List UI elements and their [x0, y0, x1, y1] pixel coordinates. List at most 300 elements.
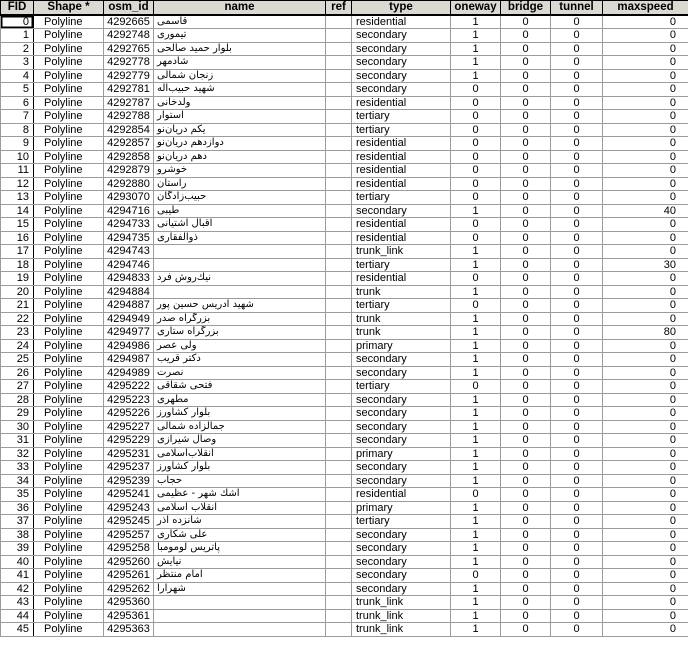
- name-cell[interactable]: استوار: [154, 110, 326, 124]
- name-cell[interactable]: زنجان شمالى: [154, 69, 326, 83]
- osm-id-cell[interactable]: 4294716: [104, 204, 154, 218]
- record-selector-cell[interactable]: 34: [1, 474, 34, 488]
- name-cell[interactable]: ولدخانى: [154, 96, 326, 110]
- maxspeed-cell[interactable]: 80: [603, 326, 688, 340]
- type-cell[interactable]: trunk_link: [352, 623, 451, 637]
- tunnel-cell[interactable]: 0: [551, 231, 603, 245]
- record-selector-cell[interactable]: 2: [1, 42, 34, 56]
- tunnel-cell[interactable]: 0: [551, 42, 603, 56]
- maxspeed-cell[interactable]: 0: [603, 299, 688, 313]
- oneway-cell[interactable]: 1: [451, 312, 501, 326]
- tunnel-cell[interactable]: 0: [551, 569, 603, 583]
- shape-cell[interactable]: Polyline: [34, 353, 104, 367]
- osm-id-cell[interactable]: 4295262: [104, 582, 154, 596]
- osm-id-cell[interactable]: 4292748: [104, 29, 154, 43]
- table-row[interactable]: [1, 447, 688, 461]
- record-selector-cell[interactable]: 20: [1, 285, 34, 299]
- shape-cell[interactable]: Polyline: [34, 164, 104, 178]
- osm-id-cell[interactable]: 4294884: [104, 285, 154, 299]
- type-cell[interactable]: secondary: [352, 366, 451, 380]
- record-selector-cell[interactable]: 43: [1, 596, 34, 610]
- type-cell[interactable]: secondary: [352, 542, 451, 556]
- maxspeed-cell[interactable]: 0: [603, 272, 688, 286]
- ref-cell[interactable]: [326, 528, 352, 542]
- table-row[interactable]: [1, 501, 688, 515]
- name-cell[interactable]: ذوالفقارى: [154, 231, 326, 245]
- record-selector-cell[interactable]: 36: [1, 501, 34, 515]
- name-cell[interactable]: [154, 623, 326, 637]
- oneway-cell[interactable]: 1: [451, 434, 501, 448]
- record-selector-cell[interactable]: 41: [1, 569, 34, 583]
- name-cell[interactable]: بلوار حميد صالحى: [154, 42, 326, 56]
- table-row[interactable]: [1, 474, 688, 488]
- maxspeed-cell[interactable]: 0: [603, 393, 688, 407]
- table-row[interactable]: [1, 110, 688, 124]
- oneway-cell[interactable]: 1: [451, 515, 501, 529]
- osm-id-cell[interactable]: 4294949: [104, 312, 154, 326]
- osm-id-cell[interactable]: 4295245: [104, 515, 154, 529]
- maxspeed-cell[interactable]: 0: [603, 245, 688, 259]
- osm-id-cell[interactable]: 4295237: [104, 461, 154, 475]
- table-row[interactable]: [1, 582, 688, 596]
- type-cell[interactable]: tertiary: [352, 258, 451, 272]
- table-row[interactable]: [1, 609, 688, 623]
- record-selector-cell[interactable]: 1: [1, 29, 34, 43]
- oneway-cell[interactable]: 1: [451, 393, 501, 407]
- shape-cell[interactable]: Polyline: [34, 299, 104, 313]
- ref-cell[interactable]: [326, 474, 352, 488]
- maxspeed-cell[interactable]: 0: [603, 137, 688, 151]
- type-cell[interactable]: residential: [352, 231, 451, 245]
- name-cell[interactable]: اشك شهر - عظيمى: [154, 488, 326, 502]
- ref-cell[interactable]: [326, 56, 352, 70]
- shape-cell[interactable]: Polyline: [34, 447, 104, 461]
- ref-cell[interactable]: [326, 218, 352, 232]
- maxspeed-cell[interactable]: 0: [603, 15, 688, 29]
- tunnel-cell[interactable]: 0: [551, 177, 603, 191]
- ref-cell[interactable]: [326, 96, 352, 110]
- record-selector-cell[interactable]: 22: [1, 312, 34, 326]
- tunnel-cell[interactable]: 0: [551, 299, 603, 313]
- tunnel-cell[interactable]: 0: [551, 366, 603, 380]
- bridge-cell[interactable]: 0: [501, 312, 551, 326]
- type-cell[interactable]: tertiary: [352, 515, 451, 529]
- ref-cell[interactable]: [326, 137, 352, 151]
- name-cell[interactable]: فتحى شقاقى: [154, 380, 326, 394]
- osm-id-cell[interactable]: 4295229: [104, 434, 154, 448]
- table-row[interactable]: [1, 245, 688, 259]
- table-row[interactable]: [1, 596, 688, 610]
- name-cell[interactable]: دهم دريان‌نو: [154, 150, 326, 164]
- shape-cell[interactable]: Polyline: [34, 69, 104, 83]
- bridge-cell[interactable]: 0: [501, 474, 551, 488]
- name-cell[interactable]: [154, 285, 326, 299]
- table-row[interactable]: [1, 15, 688, 29]
- table-row[interactable]: [1, 258, 688, 272]
- name-cell[interactable]: مطهرى: [154, 393, 326, 407]
- tunnel-cell[interactable]: 0: [551, 285, 603, 299]
- oneway-cell[interactable]: 1: [451, 353, 501, 367]
- oneway-cell[interactable]: 1: [451, 245, 501, 259]
- tunnel-cell[interactable]: 0: [551, 164, 603, 178]
- oneway-cell[interactable]: 1: [451, 596, 501, 610]
- record-selector-cell[interactable]: 10: [1, 150, 34, 164]
- ref-cell[interactable]: [326, 164, 352, 178]
- bridge-cell[interactable]: 0: [501, 501, 551, 515]
- name-cell[interactable]: وصال شيرازى: [154, 434, 326, 448]
- oneway-cell[interactable]: 0: [451, 218, 501, 232]
- type-cell[interactable]: secondary: [352, 56, 451, 70]
- type-cell[interactable]: secondary: [352, 69, 451, 83]
- maxspeed-cell[interactable]: 0: [603, 353, 688, 367]
- shape-cell[interactable]: Polyline: [34, 191, 104, 205]
- tunnel-cell[interactable]: 0: [551, 96, 603, 110]
- type-cell[interactable]: secondary: [352, 204, 451, 218]
- type-cell[interactable]: secondary: [352, 29, 451, 43]
- name-cell[interactable]: حبيب‌زادگان: [154, 191, 326, 205]
- tunnel-cell[interactable]: 0: [551, 393, 603, 407]
- ref-cell[interactable]: [326, 582, 352, 596]
- shape-cell[interactable]: Polyline: [34, 596, 104, 610]
- type-cell[interactable]: secondary: [352, 353, 451, 367]
- record-selector-cell[interactable]: 13: [1, 191, 34, 205]
- type-cell[interactable]: primary: [352, 339, 451, 353]
- shape-cell[interactable]: Polyline: [34, 569, 104, 583]
- osm-id-cell[interactable]: 4295227: [104, 420, 154, 434]
- ref-cell[interactable]: [326, 231, 352, 245]
- name-cell[interactable]: شادمهر: [154, 56, 326, 70]
- shape-cell[interactable]: Polyline: [34, 231, 104, 245]
- maxspeed-cell[interactable]: 0: [603, 110, 688, 124]
- table-row[interactable]: [1, 96, 688, 110]
- bridge-cell[interactable]: 0: [501, 272, 551, 286]
- name-cell[interactable]: بلوار كشاورز: [154, 407, 326, 421]
- name-cell[interactable]: بزرگراه ستارى: [154, 326, 326, 340]
- maxspeed-cell[interactable]: 0: [603, 83, 688, 97]
- osm-id-cell[interactable]: 4294733: [104, 218, 154, 232]
- record-selector-cell[interactable]: 8: [1, 123, 34, 137]
- type-cell[interactable]: residential: [352, 15, 451, 29]
- type-cell[interactable]: secondary: [352, 474, 451, 488]
- tunnel-cell[interactable]: 0: [551, 623, 603, 637]
- name-cell[interactable]: [154, 245, 326, 259]
- bridge-cell[interactable]: 0: [501, 83, 551, 97]
- shape-cell[interactable]: Polyline: [34, 366, 104, 380]
- type-cell[interactable]: residential: [352, 150, 451, 164]
- bridge-cell[interactable]: 0: [501, 407, 551, 421]
- osm-id-cell[interactable]: 4295222: [104, 380, 154, 394]
- name-cell[interactable]: بلوار كشاورز: [154, 461, 326, 475]
- table-row[interactable]: [1, 326, 688, 340]
- oneway-cell[interactable]: 1: [451, 555, 501, 569]
- maxspeed-cell[interactable]: 0: [603, 596, 688, 610]
- type-cell[interactable]: trunk_link: [352, 245, 451, 259]
- ref-cell[interactable]: [326, 461, 352, 475]
- tunnel-cell[interactable]: 0: [551, 110, 603, 124]
- record-selector-cell[interactable]: 35: [1, 488, 34, 502]
- name-cell[interactable]: يكم دريان‌نو: [154, 123, 326, 137]
- bridge-cell[interactable]: 0: [501, 177, 551, 191]
- oneway-cell[interactable]: 1: [451, 542, 501, 556]
- tunnel-cell[interactable]: 0: [551, 555, 603, 569]
- type-cell[interactable]: residential: [352, 488, 451, 502]
- bridge-cell[interactable]: 0: [501, 461, 551, 475]
- tunnel-cell[interactable]: 0: [551, 420, 603, 434]
- name-cell[interactable]: شهرارا: [154, 582, 326, 596]
- ref-cell[interactable]: [326, 488, 352, 502]
- tunnel-cell[interactable]: 0: [551, 474, 603, 488]
- table-row[interactable]: [1, 339, 688, 353]
- maxspeed-cell[interactable]: 0: [603, 56, 688, 70]
- name-cell[interactable]: ولى عصر: [154, 339, 326, 353]
- name-cell[interactable]: على شكارى: [154, 528, 326, 542]
- table-row[interactable]: [1, 434, 688, 448]
- maxspeed-cell[interactable]: 0: [603, 177, 688, 191]
- shape-cell[interactable]: Polyline: [34, 285, 104, 299]
- record-selector-cell[interactable]: 37: [1, 515, 34, 529]
- oneway-cell[interactable]: 1: [451, 609, 501, 623]
- bridge-cell[interactable]: 0: [501, 231, 551, 245]
- ref-cell[interactable]: [326, 596, 352, 610]
- oneway-cell[interactable]: 0: [451, 83, 501, 97]
- bridge-cell[interactable]: 0: [501, 326, 551, 340]
- ref-cell[interactable]: [326, 204, 352, 218]
- record-selector-cell[interactable]: 42: [1, 582, 34, 596]
- type-cell[interactable]: trunk_link: [352, 596, 451, 610]
- tunnel-cell[interactable]: 0: [551, 15, 603, 29]
- table-row[interactable]: [1, 191, 688, 205]
- record-selector-cell[interactable]: 0: [1, 15, 34, 29]
- tunnel-cell[interactable]: 0: [551, 29, 603, 43]
- osm-id-cell[interactable]: 4295258: [104, 542, 154, 556]
- bridge-cell[interactable]: 0: [501, 582, 551, 596]
- shape-cell[interactable]: Polyline: [34, 555, 104, 569]
- oneway-cell[interactable]: 1: [451, 326, 501, 340]
- bridge-cell[interactable]: 0: [501, 164, 551, 178]
- shape-cell[interactable]: Polyline: [34, 393, 104, 407]
- ref-cell[interactable]: [326, 123, 352, 137]
- shape-cell[interactable]: Polyline: [34, 83, 104, 97]
- bridge-cell[interactable]: 0: [501, 488, 551, 502]
- oneway-cell[interactable]: 0: [451, 96, 501, 110]
- oneway-cell[interactable]: 0: [451, 164, 501, 178]
- ref-cell[interactable]: [326, 177, 352, 191]
- name-cell[interactable]: شانزده آذر: [154, 515, 326, 529]
- tunnel-cell[interactable]: 0: [551, 326, 603, 340]
- osm-id-cell[interactable]: 4295239: [104, 474, 154, 488]
- ref-cell[interactable]: [326, 150, 352, 164]
- osm-id-cell[interactable]: 4295223: [104, 393, 154, 407]
- shape-cell[interactable]: Polyline: [34, 137, 104, 151]
- bridge-cell[interactable]: 0: [501, 393, 551, 407]
- type-cell[interactable]: secondary: [352, 407, 451, 421]
- osm-id-cell[interactable]: 4292778: [104, 56, 154, 70]
- record-selector-cell[interactable]: 24: [1, 339, 34, 353]
- shape-cell[interactable]: Polyline: [34, 582, 104, 596]
- ref-cell[interactable]: [326, 407, 352, 421]
- name-cell[interactable]: انقلاب اسلامى: [154, 501, 326, 515]
- osm-id-cell[interactable]: 4292879: [104, 164, 154, 178]
- osm-id-cell[interactable]: 4292779: [104, 69, 154, 83]
- shape-cell[interactable]: Polyline: [34, 542, 104, 556]
- type-cell[interactable]: secondary: [352, 461, 451, 475]
- column-header-shape[interactable]: Shape *: [34, 1, 104, 15]
- record-selector-cell[interactable]: 3: [1, 56, 34, 70]
- shape-cell[interactable]: Polyline: [34, 339, 104, 353]
- table-row[interactable]: [1, 569, 688, 583]
- tunnel-cell[interactable]: 0: [551, 137, 603, 151]
- bridge-cell[interactable]: 0: [501, 380, 551, 394]
- maxspeed-cell[interactable]: 0: [603, 218, 688, 232]
- osm-id-cell[interactable]: 4295241: [104, 488, 154, 502]
- record-selector-cell[interactable]: 5: [1, 83, 34, 97]
- tunnel-cell[interactable]: 0: [551, 528, 603, 542]
- oneway-cell[interactable]: 1: [451, 258, 501, 272]
- name-cell[interactable]: جمالزاده شمالى: [154, 420, 326, 434]
- shape-cell[interactable]: Polyline: [34, 434, 104, 448]
- osm-id-cell[interactable]: 4294735: [104, 231, 154, 245]
- ref-cell[interactable]: [326, 623, 352, 637]
- osm-id-cell[interactable]: 4294989: [104, 366, 154, 380]
- table-row[interactable]: [1, 137, 688, 151]
- tunnel-cell[interactable]: 0: [551, 191, 603, 205]
- oneway-cell[interactable]: 1: [451, 623, 501, 637]
- ref-cell[interactable]: [326, 69, 352, 83]
- ref-cell[interactable]: [326, 569, 352, 583]
- type-cell[interactable]: tertiary: [352, 110, 451, 124]
- maxspeed-cell[interactable]: 0: [603, 474, 688, 488]
- name-cell[interactable]: [154, 596, 326, 610]
- tunnel-cell[interactable]: 0: [551, 218, 603, 232]
- osm-id-cell[interactable]: 4294746: [104, 258, 154, 272]
- table-row[interactable]: [1, 623, 688, 637]
- osm-id-cell[interactable]: 4295226: [104, 407, 154, 421]
- type-cell[interactable]: tertiary: [352, 123, 451, 137]
- osm-id-cell[interactable]: 4295363: [104, 623, 154, 637]
- maxspeed-cell[interactable]: 0: [603, 29, 688, 43]
- oneway-cell[interactable]: 1: [451, 285, 501, 299]
- column-header-tunnel[interactable]: tunnel: [551, 1, 603, 15]
- tunnel-cell[interactable]: 0: [551, 609, 603, 623]
- table-row[interactable]: [1, 272, 688, 286]
- tunnel-cell[interactable]: 0: [551, 204, 603, 218]
- table-row[interactable]: [1, 42, 688, 56]
- ref-cell[interactable]: [326, 542, 352, 556]
- bridge-cell[interactable]: 0: [501, 339, 551, 353]
- ref-cell[interactable]: [326, 366, 352, 380]
- ref-cell[interactable]: [326, 285, 352, 299]
- shape-cell[interactable]: Polyline: [34, 177, 104, 191]
- maxspeed-cell[interactable]: 0: [603, 542, 688, 556]
- type-cell[interactable]: residential: [352, 272, 451, 286]
- ref-cell[interactable]: [326, 339, 352, 353]
- type-cell[interactable]: secondary: [352, 434, 451, 448]
- bridge-cell[interactable]: 0: [501, 15, 551, 29]
- maxspeed-cell[interactable]: 0: [603, 69, 688, 83]
- maxspeed-cell[interactable]: 0: [603, 515, 688, 529]
- ref-cell[interactable]: [326, 420, 352, 434]
- type-cell[interactable]: secondary: [352, 42, 451, 56]
- bridge-cell[interactable]: 0: [501, 245, 551, 259]
- shape-cell[interactable]: Polyline: [34, 461, 104, 475]
- tunnel-cell[interactable]: 0: [551, 461, 603, 475]
- table-row[interactable]: [1, 488, 688, 502]
- table-row[interactable]: [1, 366, 688, 380]
- osm-id-cell[interactable]: 4295261: [104, 569, 154, 583]
- shape-cell[interactable]: Polyline: [34, 488, 104, 502]
- bridge-cell[interactable]: 0: [501, 218, 551, 232]
- oneway-cell[interactable]: 1: [451, 407, 501, 421]
- tunnel-cell[interactable]: 0: [551, 488, 603, 502]
- record-selector-cell[interactable]: 32: [1, 447, 34, 461]
- record-selector-cell[interactable]: 39: [1, 542, 34, 556]
- record-selector-cell[interactable]: 7: [1, 110, 34, 124]
- maxspeed-cell[interactable]: 0: [603, 488, 688, 502]
- bridge-cell[interactable]: 0: [501, 528, 551, 542]
- ref-cell[interactable]: [326, 326, 352, 340]
- ref-cell[interactable]: [326, 312, 352, 326]
- record-selector-cell[interactable]: 9: [1, 137, 34, 151]
- record-selector-cell[interactable]: 18: [1, 258, 34, 272]
- tunnel-cell[interactable]: 0: [551, 501, 603, 515]
- bridge-cell[interactable]: 0: [501, 420, 551, 434]
- oneway-cell[interactable]: 1: [451, 420, 501, 434]
- table-row[interactable]: [1, 555, 688, 569]
- bridge-cell[interactable]: 0: [501, 434, 551, 448]
- table-row[interactable]: [1, 420, 688, 434]
- name-cell[interactable]: نيك‌روش فرد: [154, 272, 326, 286]
- bridge-cell[interactable]: 0: [501, 69, 551, 83]
- name-cell[interactable]: دوازدهم دريان‌نو: [154, 137, 326, 151]
- tunnel-cell[interactable]: 0: [551, 56, 603, 70]
- table-row[interactable]: [1, 218, 688, 232]
- osm-id-cell[interactable]: 4292787: [104, 96, 154, 110]
- type-cell[interactable]: secondary: [352, 582, 451, 596]
- shape-cell[interactable]: Polyline: [34, 272, 104, 286]
- maxspeed-cell[interactable]: 0: [603, 407, 688, 421]
- osm-id-cell[interactable]: 4295243: [104, 501, 154, 515]
- tunnel-cell[interactable]: 0: [551, 353, 603, 367]
- record-selector-cell[interactable]: 15: [1, 218, 34, 232]
- ref-cell[interactable]: [326, 434, 352, 448]
- name-cell[interactable]: حجاب: [154, 474, 326, 488]
- tunnel-cell[interactable]: 0: [551, 407, 603, 421]
- name-cell[interactable]: بزرگراه صدر: [154, 312, 326, 326]
- name-cell[interactable]: راستان: [154, 177, 326, 191]
- table-row[interactable]: [1, 515, 688, 529]
- name-cell[interactable]: شهيد ادريس حسين پور: [154, 299, 326, 313]
- bridge-cell[interactable]: 0: [501, 609, 551, 623]
- oneway-cell[interactable]: 1: [451, 56, 501, 70]
- ref-cell[interactable]: [326, 353, 352, 367]
- name-cell[interactable]: طيبى: [154, 204, 326, 218]
- tunnel-cell[interactable]: 0: [551, 542, 603, 556]
- table-row[interactable]: [1, 528, 688, 542]
- shape-cell[interactable]: Polyline: [34, 407, 104, 421]
- tunnel-cell[interactable]: 0: [551, 150, 603, 164]
- table-row[interactable]: [1, 29, 688, 43]
- ref-cell[interactable]: [326, 555, 352, 569]
- bridge-cell[interactable]: 0: [501, 137, 551, 151]
- table-row[interactable]: [1, 123, 688, 137]
- record-selector-cell[interactable]: 23: [1, 326, 34, 340]
- column-header-bridge[interactable]: bridge: [501, 1, 551, 15]
- bridge-cell[interactable]: 0: [501, 353, 551, 367]
- table-row[interactable]: [1, 204, 688, 218]
- ref-cell[interactable]: [326, 191, 352, 205]
- maxspeed-cell[interactable]: 0: [603, 569, 688, 583]
- column-header-maxspeed[interactable]: maxspeed: [603, 1, 688, 15]
